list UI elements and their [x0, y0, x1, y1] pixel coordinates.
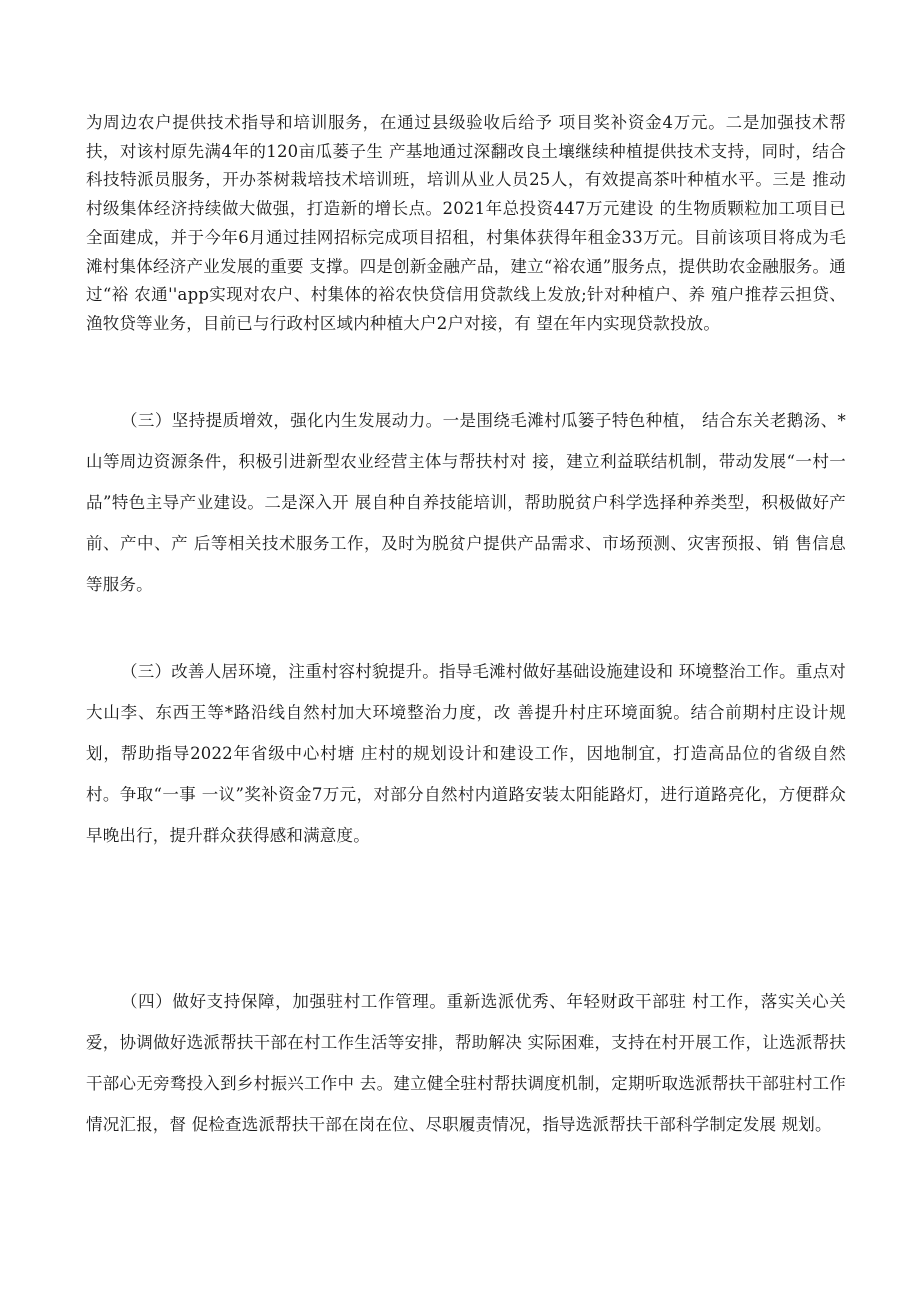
paragraph-continued-measures: 为周边农户提供技术指导和培训服务，在通过县级验收后给予 项目奖补资金4万元。二是加强技术帮扶，对该村原先满4年的120亩瓜蒌子生 产基地通过深翻改良土壤继续种植提供技术支持，同时，结合科技特派员服务，开办茶树栽培技术培训班，培训从业人员25人，有效提高茶叶种植水平。三是 推动村级集体经济持续做大做强，打造新的增长点。2021年总投资447万元建设 的生物质颗粒加工项目已全面建成，并于今年6月通过挂网招标完成项目招租，村集体获得年租金33万元。目前该项目将成为毛滩村集体经济产业发展的重要 支撑。四是创新金融产品，建立“裕农通”服务点，提供助农金融服务。通过“裕 农通''app实现对农户、村集体的裕农快贷信用贷款线上发放;针对种植户、养 殖户推荐云担贷、渔牧贷等业务，目前已与行政村区域内种植大户2户对接，有 望在年内实现贷款投放。	[86, 113, 846, 333]
paragraph-section-support-guarantee: （四）做好支持保障，加强驻村工作管理。重新选派优秀、年轻财政干部驻 村工作，落实关心关爱，协调做好选派帮扶干部在村工作生活等安排，帮助解决 实际困难，支持在村开展工作，让选派帮扶干部心无旁骛投入到乡村振兴工作中 去。建立健全驻村帮扶调度机制，定期听取选派帮扶干部驻村工作情况汇报，督 促检查选派帮扶干部在岗在位、尽职履责情况，指导选派帮扶干部科学制定发展 规划。	[86, 992, 846, 1134]
paragraph-section-living-environment: （三）改善人居环境，注重村容村貌提升。指导毛滩村做好基础设施建设和 环境整治工作。重点对大山李、东西王等*路沿线自然村加大环境整治力度，改 善提升村庄环境面貌。结合前期村庄设计规划，帮助指导2022年省级中心村塘 庄村的规划设计和建设工作，因地制宜，打造高品位的省级自然村。争取“一事 一议”奖补资金7万元，对部分自然村内道路安装太阳能路灯，进行道路亮化，方便群众早晚出行，提升群众获得感和满意度。	[86, 662, 846, 845]
paragraph-section-quality-efficiency: （三）坚持提质增效，强化内生发展动力。一是围绕毛滩村瓜篓子特色种植， 结合东关老鹅汤、*山等周边资源条件，积极引进新型农业经营主体与帮扶村对 接，建立利益联结机制，带动发展“一村一品”特色主导产业建设。二是深入开 展自种自养技能培训，帮助脱贫户科学选择种养类型，积极做好产前、产中、产 后等相关技术服务工作，及时为脱贫户提供产品需求、市场预测、灾害预报、销 售信息等服务。	[86, 411, 846, 594]
